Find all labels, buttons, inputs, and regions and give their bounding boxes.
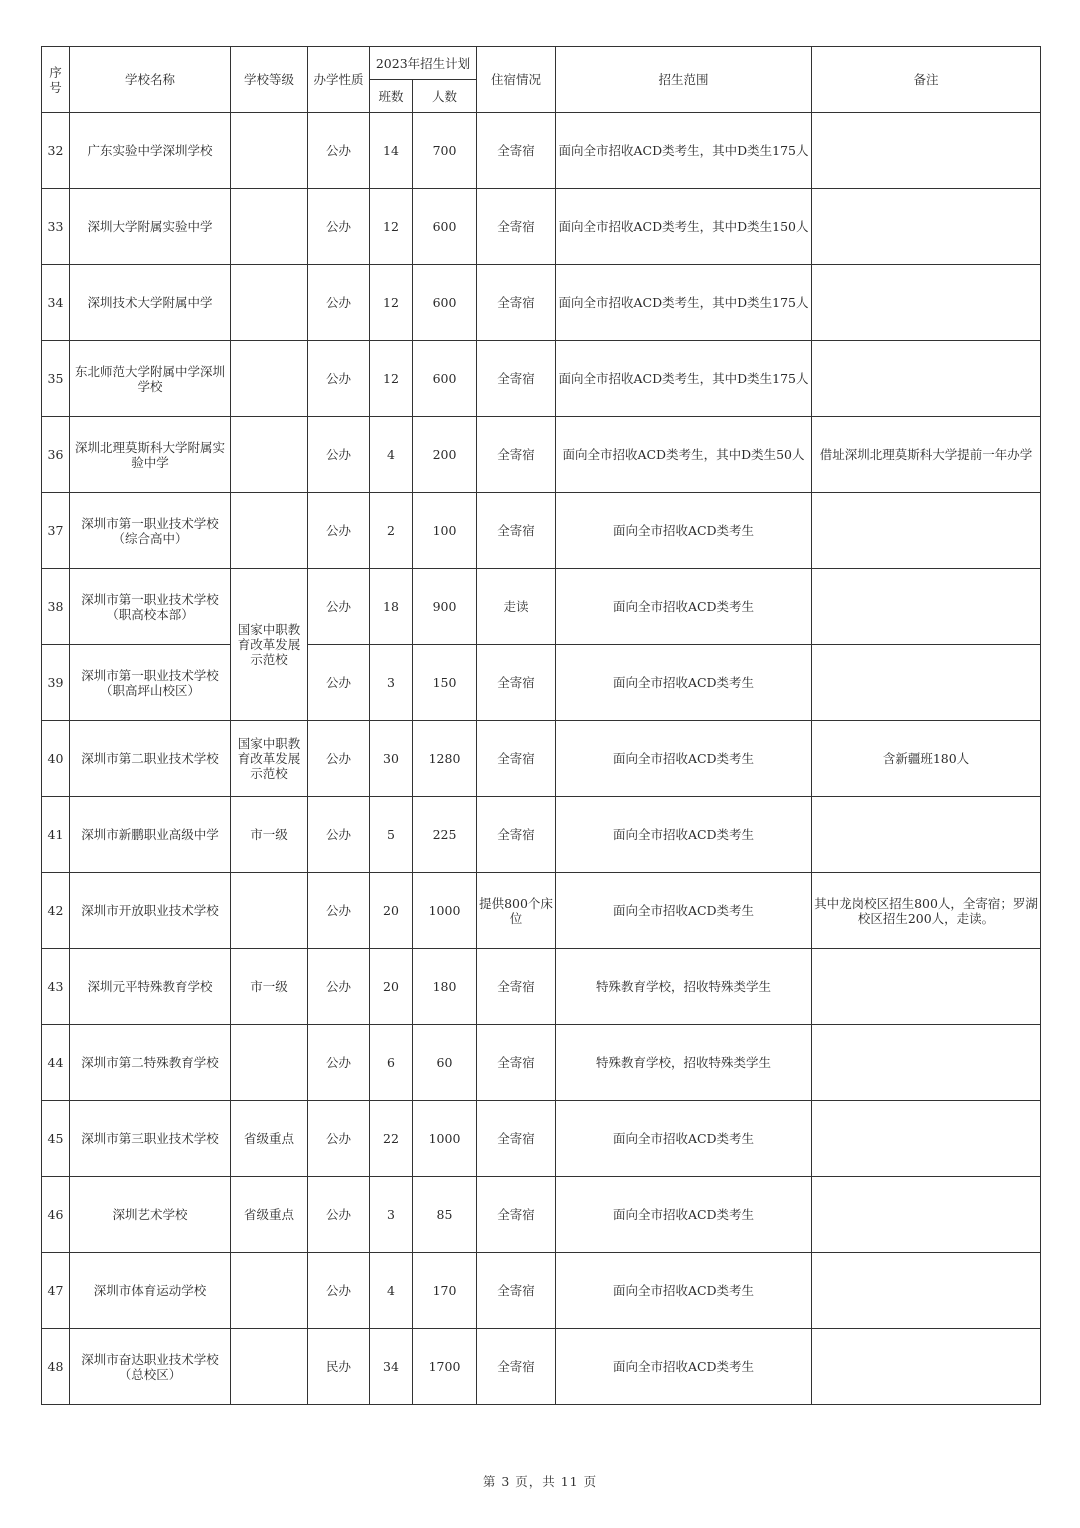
cell-nature: 公办 xyxy=(308,569,370,645)
cell-name: 深圳艺术学校 xyxy=(70,1177,231,1253)
header-name: 学校名称 xyxy=(70,47,231,113)
cell-level xyxy=(231,189,308,265)
cell-classes: 12 xyxy=(370,189,413,265)
cell-note xyxy=(812,493,1041,569)
table-row xyxy=(42,1253,1041,1329)
cell-nature: 公办 xyxy=(308,265,370,341)
cell-people: 200 xyxy=(413,417,477,493)
cell-name: 广东实验中学深圳学校 xyxy=(70,113,231,189)
table-row xyxy=(42,721,1041,797)
table-body xyxy=(42,113,1041,1405)
cell-level xyxy=(231,265,308,341)
cell-scope: 面向全市招收ACD类考生 xyxy=(556,1329,812,1405)
cell-note xyxy=(812,113,1041,189)
header-classes: 班数 xyxy=(370,80,413,113)
cell-nature: 公办 xyxy=(308,1253,370,1329)
table-row xyxy=(42,493,1041,569)
cell-level xyxy=(231,341,308,417)
cell-nature: 公办 xyxy=(308,113,370,189)
cell-classes: 20 xyxy=(370,873,413,949)
cell-classes: 6 xyxy=(370,1025,413,1101)
cell-scope: 特殊教育学校，招收特殊类学生 xyxy=(556,1025,812,1101)
cell-lodging: 全寄宿 xyxy=(477,721,556,797)
cell-nature: 公办 xyxy=(308,417,370,493)
cell-note xyxy=(812,189,1041,265)
table-row xyxy=(42,1025,1041,1101)
cell-nature: 民办 xyxy=(308,1329,370,1405)
cell-classes: 14 xyxy=(370,113,413,189)
cell-level xyxy=(231,1253,308,1329)
cell-scope: 面向全市招收ACD类考生，其中D类生150人 xyxy=(556,189,812,265)
cell-name: 东北师范大学附属中学深圳学校 xyxy=(70,341,231,417)
cell-seq: 47 xyxy=(42,1253,70,1329)
cell-people: 180 xyxy=(413,949,477,1025)
table-row xyxy=(42,417,1041,493)
table-row xyxy=(42,189,1041,265)
cell-people: 225 xyxy=(413,797,477,873)
cell-name: 深圳市第一职业技术学校（职高坪山校区） xyxy=(70,645,231,721)
cell-lodging: 全寄宿 xyxy=(477,949,556,1025)
cell-nature: 公办 xyxy=(308,1177,370,1253)
cell-level xyxy=(231,417,308,493)
cell-scope: 面向全市招收ACD类考生 xyxy=(556,645,812,721)
header-scope: 招生范围 xyxy=(556,47,812,113)
cell-name: 深圳市新鹏职业高级中学 xyxy=(70,797,231,873)
cell-note xyxy=(812,645,1041,721)
cell-nature: 公办 xyxy=(308,189,370,265)
cell-lodging: 全寄宿 xyxy=(477,1025,556,1101)
cell-people: 1000 xyxy=(413,1101,477,1177)
cell-name: 深圳市奋达职业技术学校（总校区） xyxy=(70,1329,231,1405)
cell-classes: 4 xyxy=(370,417,413,493)
cell-people: 1000 xyxy=(413,873,477,949)
table-row xyxy=(42,1329,1041,1405)
cell-level xyxy=(231,1329,308,1405)
cell-name: 深圳市第三职业技术学校 xyxy=(70,1101,231,1177)
cell-classes: 3 xyxy=(370,645,413,721)
cell-scope: 面向全市招收ACD类考生 xyxy=(556,797,812,873)
cell-seq: 35 xyxy=(42,341,70,417)
cell-scope: 面向全市招收ACD类考生 xyxy=(556,721,812,797)
cell-seq: 32 xyxy=(42,113,70,189)
table-row xyxy=(42,873,1041,949)
cell-lodging: 全寄宿 xyxy=(477,493,556,569)
table-row xyxy=(42,569,1041,645)
cell-name: 深圳北理莫斯科大学附属实验中学 xyxy=(70,417,231,493)
cell-seq: 39 xyxy=(42,645,70,721)
cell-classes: 34 xyxy=(370,1329,413,1405)
cell-scope: 面向全市招收ACD类考生 xyxy=(556,1253,812,1329)
cell-classes: 20 xyxy=(370,949,413,1025)
table-row xyxy=(42,265,1041,341)
cell-name: 深圳技术大学附属中学 xyxy=(70,265,231,341)
cell-seq: 42 xyxy=(42,873,70,949)
cell-seq: 41 xyxy=(42,797,70,873)
table-row xyxy=(42,797,1041,873)
cell-people: 150 xyxy=(413,645,477,721)
cell-classes: 22 xyxy=(370,1101,413,1177)
cell-lodging: 全寄宿 xyxy=(477,1177,556,1253)
table-row xyxy=(42,341,1041,417)
cell-seq: 44 xyxy=(42,1025,70,1101)
cell-lodging: 提供800个床位 xyxy=(477,873,556,949)
cell-seq: 36 xyxy=(42,417,70,493)
cell-nature: 公办 xyxy=(308,721,370,797)
cell-people: 1700 xyxy=(413,1329,477,1405)
cell-note xyxy=(812,1101,1041,1177)
cell-level xyxy=(231,493,308,569)
cell-lodging: 全寄宿 xyxy=(477,265,556,341)
cell-lodging: 全寄宿 xyxy=(477,189,556,265)
cell-seq: 40 xyxy=(42,721,70,797)
cell-scope: 面向全市招收ACD类考生 xyxy=(556,873,812,949)
cell-scope: 特殊教育学校，招收特殊类学生 xyxy=(556,949,812,1025)
cell-nature: 公办 xyxy=(308,873,370,949)
cell-note xyxy=(812,1025,1041,1101)
cell-note xyxy=(812,1253,1041,1329)
cell-seq: 43 xyxy=(42,949,70,1025)
cell-scope: 面向全市招收ACD类考生 xyxy=(556,1177,812,1253)
cell-classes: 2 xyxy=(370,493,413,569)
cell-seq: 45 xyxy=(42,1101,70,1177)
header-lodging: 住宿情况 xyxy=(477,47,556,113)
cell-lodging: 全寄宿 xyxy=(477,417,556,493)
cell-scope: 面向全市招收ACD类考生 xyxy=(556,569,812,645)
cell-scope: 面向全市招收ACD类考生 xyxy=(556,1101,812,1177)
cell-note xyxy=(812,949,1041,1025)
cell-classes: 4 xyxy=(370,1253,413,1329)
header-plan: 2023年招生计划 xyxy=(370,47,477,80)
cell-people: 1280 xyxy=(413,721,477,797)
header-note: 备注 xyxy=(812,47,1041,113)
table-row xyxy=(42,645,1041,721)
header-seq: 序号 xyxy=(42,47,70,113)
cell-seq: 34 xyxy=(42,265,70,341)
cell-scope: 面向全市招收ACD类考生，其中D类生175人 xyxy=(556,341,812,417)
cell-level: 国家中职教育改革发展示范校 xyxy=(231,569,308,721)
cell-nature: 公办 xyxy=(308,1025,370,1101)
table-header xyxy=(42,47,1041,113)
cell-people: 600 xyxy=(413,189,477,265)
cell-level: 省级重点 xyxy=(231,1177,308,1253)
cell-lodging: 全寄宿 xyxy=(477,1329,556,1405)
cell-people: 85 xyxy=(413,1177,477,1253)
cell-scope: 面向全市招收ACD类考生 xyxy=(556,493,812,569)
cell-classes: 12 xyxy=(370,265,413,341)
cell-name: 深圳市第一职业技术学校（职高校本部） xyxy=(70,569,231,645)
cell-classes: 12 xyxy=(370,341,413,417)
cell-level: 市一级 xyxy=(231,797,308,873)
cell-note xyxy=(812,265,1041,341)
cell-people: 700 xyxy=(413,113,477,189)
cell-name: 深圳元平特殊教育学校 xyxy=(70,949,231,1025)
cell-note xyxy=(812,1329,1041,1405)
cell-nature: 公办 xyxy=(308,493,370,569)
cell-note: 其中龙岗校区招生800人，全寄宿；罗湖校区招生200人，走读。 xyxy=(812,873,1041,949)
table-row xyxy=(42,1177,1041,1253)
cell-lodging: 全寄宿 xyxy=(477,113,556,189)
cell-note xyxy=(812,797,1041,873)
cell-name: 深圳市开放职业技术学校 xyxy=(70,873,231,949)
table-row xyxy=(42,113,1041,189)
cell-note xyxy=(812,569,1041,645)
cell-lodging: 全寄宿 xyxy=(477,1253,556,1329)
table-row xyxy=(42,1101,1041,1177)
cell-scope: 面向全市招收ACD类考生，其中D类生50人 xyxy=(556,417,812,493)
cell-level: 国家中职教育改革发展示范校 xyxy=(231,721,308,797)
cell-level xyxy=(231,873,308,949)
cell-classes: 5 xyxy=(370,797,413,873)
cell-seq: 48 xyxy=(42,1329,70,1405)
cell-seq: 38 xyxy=(42,569,70,645)
cell-seq: 46 xyxy=(42,1177,70,1253)
cell-people: 100 xyxy=(413,493,477,569)
header-nature: 办学性质 xyxy=(308,47,370,113)
cell-seq: 37 xyxy=(42,493,70,569)
cell-classes: 18 xyxy=(370,569,413,645)
cell-nature: 公办 xyxy=(308,949,370,1025)
cell-people: 170 xyxy=(413,1253,477,1329)
cell-nature: 公办 xyxy=(308,341,370,417)
cell-lodging: 全寄宿 xyxy=(477,797,556,873)
cell-scope: 面向全市招收ACD类考生，其中D类生175人 xyxy=(556,265,812,341)
page-footer: 第 3 页，共 11 页 xyxy=(482,1474,598,1489)
cell-lodging: 全寄宿 xyxy=(477,341,556,417)
cell-nature: 公办 xyxy=(308,645,370,721)
cell-lodging: 全寄宿 xyxy=(477,645,556,721)
header-people: 人数 xyxy=(413,80,477,113)
cell-name: 深圳市第二特殊教育学校 xyxy=(70,1025,231,1101)
cell-level: 省级重点 xyxy=(231,1101,308,1177)
cell-classes: 30 xyxy=(370,721,413,797)
cell-classes: 3 xyxy=(370,1177,413,1253)
cell-level xyxy=(231,113,308,189)
cell-people: 600 xyxy=(413,265,477,341)
cell-lodging: 全寄宿 xyxy=(477,1101,556,1177)
cell-scope: 面向全市招收ACD类考生，其中D类生175人 xyxy=(556,113,812,189)
cell-note: 借址深圳北理莫斯科大学提前一年办学 xyxy=(812,417,1041,493)
cell-people: 600 xyxy=(413,341,477,417)
header-level: 学校等级 xyxy=(231,47,308,113)
cell-level: 市一级 xyxy=(231,949,308,1025)
cell-people: 900 xyxy=(413,569,477,645)
cell-note: 含新疆班180人 xyxy=(812,721,1041,797)
cell-note xyxy=(812,341,1041,417)
cell-name: 深圳大学附属实验中学 xyxy=(70,189,231,265)
cell-lodging: 走读 xyxy=(477,569,556,645)
cell-people: 60 xyxy=(413,1025,477,1101)
cell-nature: 公办 xyxy=(308,797,370,873)
cell-note xyxy=(812,1177,1041,1253)
table-row xyxy=(42,949,1041,1025)
enrollment-table xyxy=(41,46,1041,1405)
cell-name: 深圳市第一职业技术学校（综合高中） xyxy=(70,493,231,569)
cell-seq: 33 xyxy=(42,189,70,265)
cell-name: 深圳市第二职业技术学校 xyxy=(70,721,231,797)
cell-level xyxy=(231,1025,308,1101)
cell-name: 深圳市体育运动学校 xyxy=(70,1253,231,1329)
cell-nature: 公办 xyxy=(308,1101,370,1177)
